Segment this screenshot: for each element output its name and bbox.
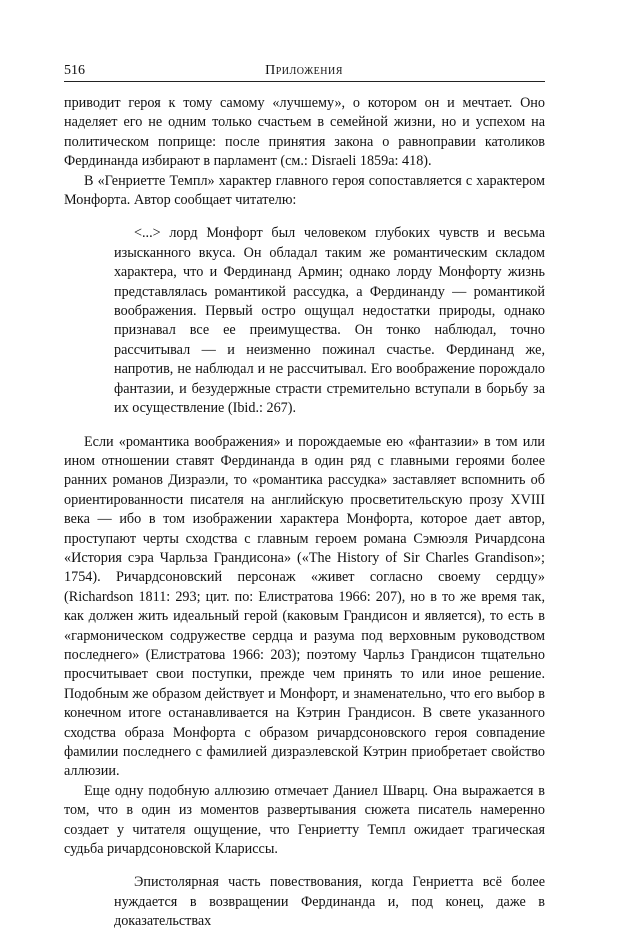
running-title: Приложения <box>265 63 343 78</box>
paragraph-schwarz: Еще одну подобную аллюзию отмечает Даниел Шварц. Она выражается в том, что в один из моментов развертывания сюжета писатель намеренно создает у читателя ощущение, что Генриетту Темпл ожидает трагическая судьба ричардсоновской Клариссы. <box>64 782 545 858</box>
block-quote: <...> лорд Монфорт был человеком глубоких чувств и весьма изысканного вкуса. Он обладал таким же романтическим складом характера, что и Фердинанд Армин; однако лорду Монфорту жизнь представлялась романтикой рассудка, а Фердинанду — романтикой воображения. Первый остро ощущал недостатки природы, однако признавал все ее преимущества. Он тонко наблюдал, точно рассчитывал — и неизменно пожинал счастье. Фердинанд же, напротив, не наблюдал и не рассчитывал. Его воображение порождало фантазии, и безудержные страсти стремительно вступали в борьбу за их осуществление (Ibid.: 267). <box>114 225 545 417</box>
page-number: 516 <box>64 63 85 78</box>
paragraph-intro-quote: В «Генриетте Темпл» характер главного героя сопоставляется с характером Монфорта. Автор сообщает читателю: <box>64 172 545 209</box>
page-header <box>64 63 544 79</box>
paragraph-grandison: Если «романтика воображения» и порождаемые ею «фантазии» в том или ином отношении ставят Фердинанда в один ряд с главными героями более ранних романов Дизраэли, то «романтика рассудка» заставляет вспомнить об ориентированности писателя на английскую просветительскую прозу XVIII века — ибо в том изображении характера Монфорта, которое дает автор, проступают черты сходства с главным героем романа Сэмюэля Ричардсона «История сэра Чарльза Грандисона» («The History of Sir Charles Grandison»; 1754). Ричардсоновский персонаж «живет согласно своему сердцу» (Richardson 1811: 293; цит. по: Елистратова 1966: 207), но в то же время так, как должен жить идеальный герой (каковым Грандисон и является), то есть в «гармоническом содружестве сердца и разума под верховным руководством последнего» (Елистратова 1966: 203); поэтому Чарльз Грандисон тщательно просчитывает свои поступки, прежде чем принять то или иное решение. Подобным же образом действует и Монфорт, и знаменательно, что его выбор в конечном итоге останавливается на Кэтрин Грандисон. В свете указанного сходства образа Монфорта с образом ричардсоновского героя совпадение фамилии последнего с фамилией дизраэлевской Кэтрин приобретает свойство аллюзии. <box>64 433 545 780</box>
header-rule <box>64 81 545 82</box>
block-quote-epistolary: Эпистолярная часть повествования, когда Генриетта всё более нуждается в возвращении Фердинанда и, под конец, даже в доказательствах <box>114 874 545 930</box>
page-body <box>64 94 545 946</box>
paragraph-continued: приводит героя к тому самому «лучшему», о котором он и мечтает. Оно наделяет его не одним только счастьем в семейной жизни, но и успехом на политическом поприще: после принятия закона о равноправии католиков Фердинанда избирают в парламент (см.: Disraeli 1859a: 418). <box>64 95 545 170</box>
